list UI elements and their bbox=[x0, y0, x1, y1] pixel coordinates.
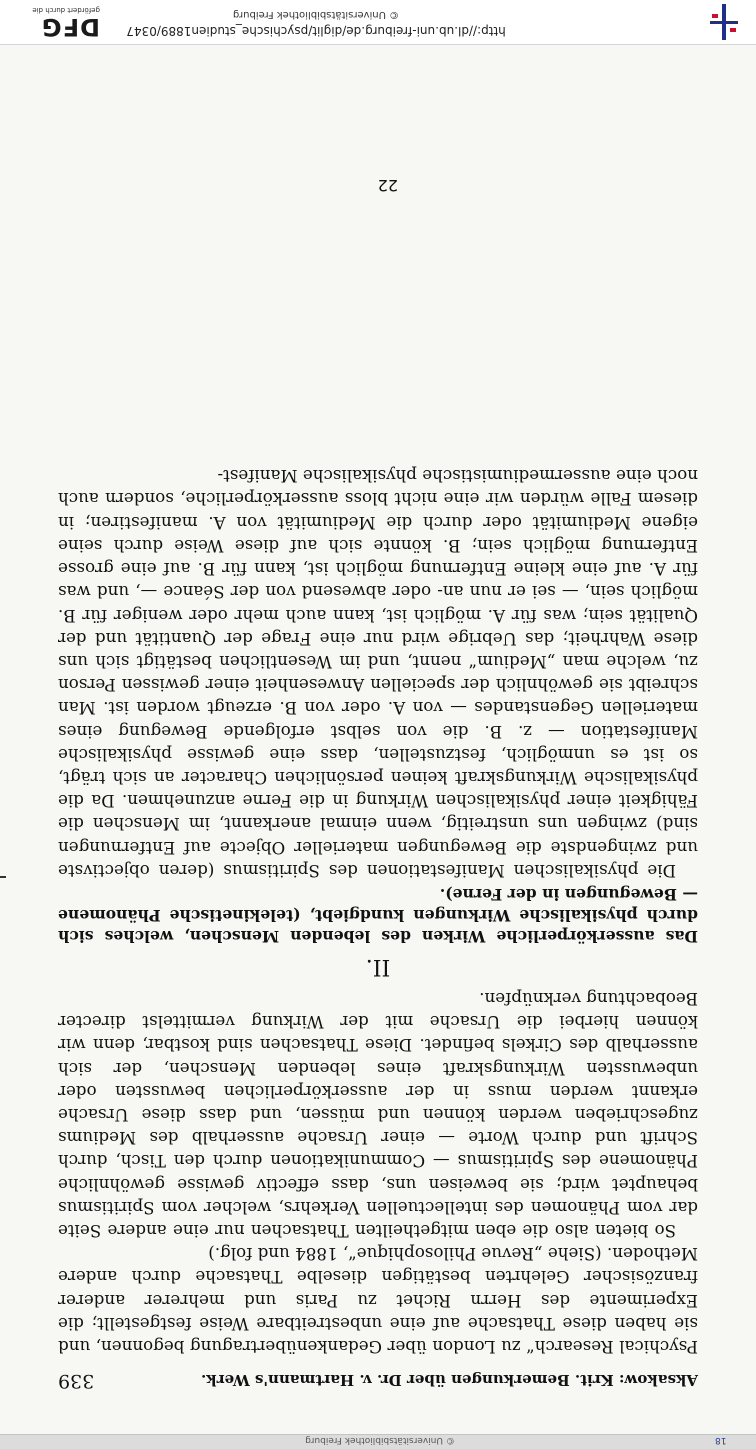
dfg-logo-text: DFG bbox=[40, 13, 100, 41]
viewer-header bbox=[0, 0, 756, 45]
dfg-logo bbox=[8, 4, 100, 40]
viewer-footer bbox=[0, 1434, 756, 1449]
signature-folio: 22 bbox=[377, 176, 398, 195]
running-head-title: Aksakow: Krit. Bemerkungen über Dr. v. Hartmann's Werk. bbox=[201, 1371, 698, 1389]
page-edge-mark bbox=[0, 876, 6, 878]
paragraph-3: Die physikalischen Manifestationen des Spiritismus (deren objectivste und zwingendste die Bewegungen materieller Objecte auf Entfernungen sind) zwingen uns unstreitig, wenn einmal anerkannt, im Menschen die Fähigkeit einer physikalischen Wirkung in die Ferne anzunehmen. Da die physikalische Wirkungskraft keinen persönlichen Character an sich trägt, so ist es unmöglich, festzustellen, dass eine gewisse physikalische Manifestation — z. B. die von selbst erfolgende Bewegung eines materiellen Gegenstandes — von A. oder von B. erzeugt worden ist. Man schreibt sie gewöhnlich der speciellen Anwesenheit einer gewissen Person zu, welche man „Medium“ nennt, und im Wesentlichen bestätigt sich uns diese Wahrheit; das Uebrige wird nur eine Frage der Quantität und der Qualität sein; was für A. möglich ist, kann auch mehr oder weniger für B. möglich sein, — sei er nun an- oder abwesend von der Séance —, und was für A. auf eine kleine Entfernung möglich ist, kann für B. auf eine grosse Entfernung möglich sein; B. könnte sich auf diese Weise durch seine eigene Mediumität oder durch die Mediumität von A. manifestiren; in diesem Falle würden wir eine nicht bloss ausserkörperliche, sondern auch noch eine aussermediumistische physikalische Manifest- bbox=[58, 466, 698, 881]
page-number: 339 bbox=[58, 1370, 95, 1392]
header-content bbox=[0, 0, 756, 44]
section-heading: Das ausserkörperliche Wirken des lebenden Menschen, welches sich durch physikalische Wirkungen kundgiebt, (telekinetische Phänomene — Bewegungen in der Ferne). bbox=[58, 884, 698, 946]
paragraph-1: Psychical Research“ zu London über Gedankenübertragung begonnen, und sie haben diese Thatsache auf eine unbestreitbare Weise festgestellt; die Experimente des Herrn Richet zu Paris und mehrerer anderer französischer Gelehrten bestätigen dieselbe Thatsache durch andere Methoden. (Siehe „Revue Philosophique“, 1884 und folg.) bbox=[58, 1244, 698, 1357]
running-head bbox=[58, 1366, 698, 1392]
copyright-notice: © Universitätsbibliothek Freiburg bbox=[232, 9, 400, 20]
scanned-page bbox=[58, 176, 698, 1392]
dfg-subtitle: gefördert durch die bbox=[32, 6, 100, 14]
university-logo-icon bbox=[704, 4, 744, 40]
source-info bbox=[126, 9, 506, 38]
paragraph-2: So bieten also die eben mitgetheilten Thatsachen nur eine andere Seite dar vom Phänomen des intellectuellen Verkehrs, welcher vom Spiritismus behauptet wird; sie beweisen uns, dass effectiv gewisse gewöhnliche Phänomene des Spiritismus — Communikationen durch den Tisch, durch Schrift und durch Worte — einer Ursache ausserhalb des Mediums zugeschrieben werden können und müssen, und dass diese Ursache erkannt werden muss in der ausserkörperlichen bewussten oder unbewussten Wirkungskraft eines lebenden Menschen, der sich ausserhalb des Cirkels befindet. Diese Thatsachen sind kostbar, denn wir können hierbei die Ursache mit der Wirkung vermittelst directer Beobachtung verknüpfen. bbox=[58, 988, 698, 1241]
footer-page-marker: 18 bbox=[714, 1435, 726, 1445]
section-number: II. bbox=[365, 953, 391, 979]
source-url[interactable]: http://dl.ub.uni-freiburg.de/diglit/psychische_studien1889/0347 bbox=[126, 24, 506, 38]
footer-copyright: © Universitätsbibliothek Freiburg bbox=[305, 1435, 455, 1445]
